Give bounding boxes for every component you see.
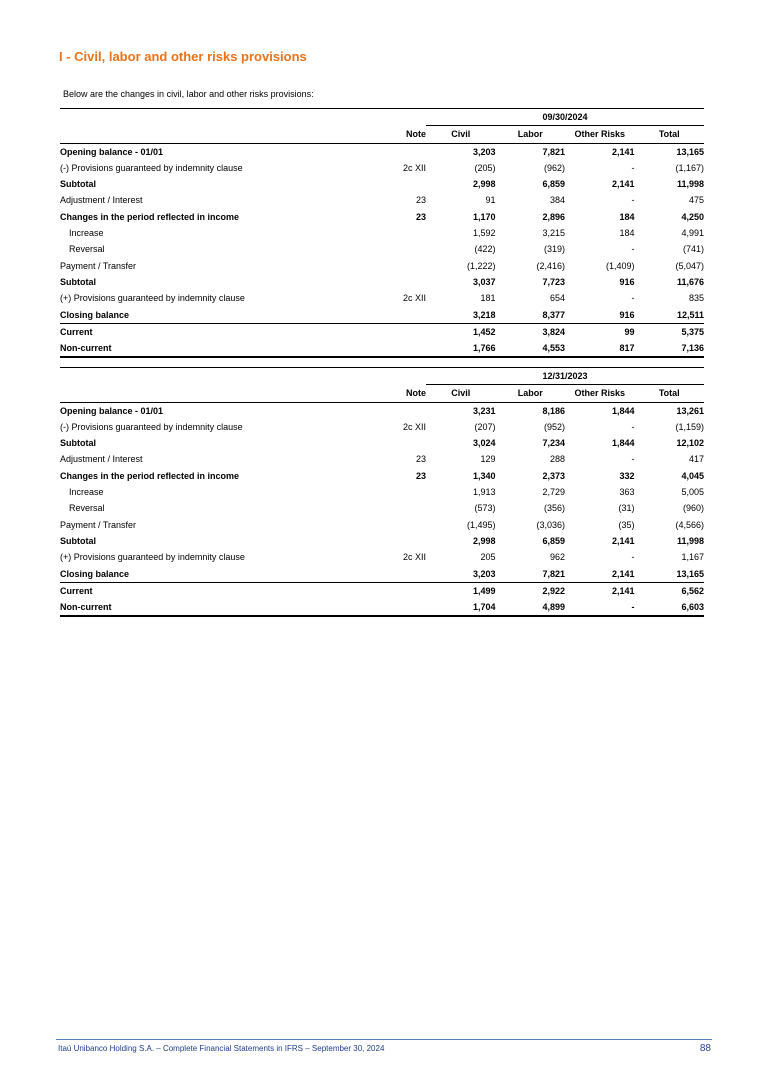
civil-value: (1,495) bbox=[466, 519, 496, 530]
labor-value: (319) bbox=[543, 244, 565, 255]
civil-value: 1,913 bbox=[472, 487, 496, 498]
total-value: 13,165 bbox=[635, 566, 705, 583]
period-row bbox=[60, 368, 704, 385]
note-column-header: Note bbox=[360, 126, 426, 143]
other-risks-value: 916 bbox=[619, 276, 635, 287]
row-note bbox=[360, 435, 426, 451]
row-label: Current bbox=[60, 585, 93, 596]
column-header-row bbox=[60, 385, 704, 402]
table-row bbox=[60, 307, 704, 324]
row-note bbox=[360, 258, 426, 274]
labor-value: 2,729 bbox=[542, 487, 565, 498]
row-note bbox=[360, 274, 426, 290]
total-value: 11,998 bbox=[677, 535, 705, 546]
total-column-header: Total bbox=[635, 385, 705, 402]
labor-value: (962) bbox=[543, 162, 565, 173]
row-note: 23 bbox=[415, 211, 426, 222]
table-row bbox=[60, 323, 704, 340]
civil-value: 2,998 bbox=[472, 535, 496, 546]
other-risks-value: 184 bbox=[619, 228, 635, 239]
total-value: 6,562 bbox=[681, 585, 705, 596]
section-title: I - Civil, labor and other risks provisions bbox=[59, 49, 307, 64]
row-label: Payment / Transfer bbox=[60, 519, 137, 530]
civil-value: (573) bbox=[474, 503, 496, 514]
table-row bbox=[60, 192, 704, 208]
labor-value: 7,234 bbox=[542, 438, 565, 449]
other-risks-value: 2,141 bbox=[611, 585, 635, 596]
total-value: (5,047) bbox=[675, 260, 705, 271]
other-risks-value: 1,844 bbox=[611, 438, 635, 449]
civil-value: 3,024 bbox=[472, 438, 496, 449]
table-row bbox=[60, 566, 704, 583]
provisions-table bbox=[60, 367, 704, 617]
table-row bbox=[60, 549, 704, 565]
civil-value: (1,222) bbox=[466, 260, 496, 271]
total-value: (1,167) bbox=[675, 162, 705, 173]
row-label: Reversal bbox=[69, 503, 105, 514]
total-column-header: Total bbox=[635, 126, 705, 143]
other-risks-value: 916 bbox=[565, 307, 635, 324]
total-value: 11,998 bbox=[677, 179, 705, 190]
table-row bbox=[60, 500, 704, 516]
total-value: 475 bbox=[689, 195, 705, 206]
civil-value: 1,592 bbox=[472, 228, 496, 239]
other-risks-value: - bbox=[631, 244, 635, 255]
total-value: 6,603 bbox=[635, 599, 705, 616]
labor-value: 3,824 bbox=[542, 326, 565, 337]
row-label: Increase bbox=[69, 487, 104, 498]
labor-value: 8,377 bbox=[496, 307, 566, 324]
labor-value: 7,723 bbox=[542, 276, 565, 287]
intro-text: Below are the changes in civil, labor and other risks provisions: bbox=[63, 89, 314, 99]
labor-value: 7,821 bbox=[496, 566, 566, 583]
civil-value: 1,452 bbox=[472, 326, 496, 337]
row-note: 2c XII bbox=[402, 162, 426, 173]
total-value: (1,159) bbox=[675, 421, 705, 432]
provisions-table-2024 bbox=[60, 108, 704, 358]
row-label: Subtotal bbox=[60, 438, 96, 449]
labor-value: 2,373 bbox=[542, 470, 565, 481]
table-row bbox=[60, 533, 704, 549]
table-row bbox=[60, 582, 704, 599]
row-label: Opening balance - 01/01 bbox=[60, 405, 164, 416]
labor-column-header: Labor bbox=[496, 385, 566, 402]
row-label: Adjustment / Interest bbox=[60, 454, 143, 465]
other-risks-value: - bbox=[631, 293, 635, 304]
row-note bbox=[360, 307, 426, 324]
row-label: Non-current bbox=[60, 340, 360, 357]
other-risks-value: - bbox=[565, 599, 635, 616]
other-risks-column-header: Other Risks bbox=[565, 385, 635, 402]
row-note bbox=[360, 143, 426, 160]
other-risks-value: (35) bbox=[618, 519, 635, 530]
row-label: Opening balance - 01/01 bbox=[60, 146, 164, 157]
labor-value: (2,416) bbox=[536, 260, 565, 271]
total-value: 835 bbox=[689, 293, 705, 304]
other-risks-column-header: Other Risks bbox=[565, 126, 635, 143]
civil-value: 1,704 bbox=[426, 599, 496, 616]
civil-value: (422) bbox=[474, 244, 496, 255]
row-note: 23 bbox=[415, 454, 426, 465]
row-label: Adjustment / Interest bbox=[60, 195, 143, 206]
row-note: 2c XII bbox=[402, 421, 426, 432]
row-note bbox=[360, 500, 426, 516]
total-value: 5,005 bbox=[681, 487, 705, 498]
civil-value: 3,203 bbox=[426, 566, 496, 583]
table-row bbox=[60, 517, 704, 533]
table-row bbox=[60, 419, 704, 435]
total-value: 7,136 bbox=[635, 340, 705, 357]
civil-value: 3,231 bbox=[472, 405, 496, 416]
row-label: Closing balance bbox=[60, 566, 360, 583]
row-label: Increase bbox=[69, 228, 104, 239]
row-label: Changes in the period reflected in income bbox=[60, 470, 240, 481]
labor-value: 8,186 bbox=[542, 405, 565, 416]
provisions-table bbox=[60, 108, 704, 358]
labor-value: (3,036) bbox=[536, 519, 565, 530]
table-row bbox=[60, 143, 704, 160]
row-label: (+) Provisions guaranteed by indemnity clause bbox=[60, 552, 245, 563]
civil-column-header: Civil bbox=[426, 385, 496, 402]
table-row bbox=[60, 435, 704, 451]
row-label: Changes in the period reflected in income bbox=[60, 211, 240, 222]
other-risks-value: - bbox=[631, 552, 635, 563]
table-row bbox=[60, 176, 704, 192]
row-label: (-) Provisions guaranteed by indemnity clause bbox=[60, 421, 243, 432]
table-row bbox=[60, 258, 704, 274]
row-note bbox=[360, 517, 426, 533]
other-risks-value: (1,409) bbox=[605, 260, 635, 271]
table-row bbox=[60, 160, 704, 176]
row-note bbox=[360, 599, 426, 616]
other-risks-value: 332 bbox=[619, 470, 635, 481]
row-note: 23 bbox=[415, 470, 426, 481]
table-row bbox=[60, 340, 704, 357]
table-row bbox=[60, 451, 704, 467]
table-row bbox=[60, 274, 704, 290]
row-label: Reversal bbox=[69, 244, 105, 255]
column-header-row bbox=[60, 126, 704, 143]
period-header: 12/31/2023 bbox=[426, 368, 704, 385]
table-row bbox=[60, 290, 704, 306]
labor-value: 4,553 bbox=[496, 340, 566, 357]
civil-value: (207) bbox=[474, 421, 496, 432]
civil-value: 1,340 bbox=[472, 470, 496, 481]
civil-value: 1,499 bbox=[472, 585, 496, 596]
other-risks-value: 184 bbox=[619, 211, 635, 222]
row-note: 23 bbox=[415, 195, 426, 206]
labor-value: 962 bbox=[549, 552, 565, 563]
labor-value: 384 bbox=[549, 195, 565, 206]
labor-value: 6,859 bbox=[542, 179, 565, 190]
total-value: 12,511 bbox=[635, 307, 705, 324]
total-value: 4,045 bbox=[681, 470, 705, 481]
table-row bbox=[60, 468, 704, 484]
page-number: 88 bbox=[699, 1043, 711, 1054]
period-header: 09/30/2024 bbox=[426, 109, 704, 126]
labor-value: 3,215 bbox=[542, 228, 565, 239]
row-note bbox=[360, 566, 426, 583]
total-value: (4,566) bbox=[675, 519, 705, 530]
civil-column-header: Civil bbox=[426, 126, 496, 143]
civil-value: 3,203 bbox=[472, 146, 496, 157]
footer-text: Itaú Unibanco Holding S.A. – Complete Financial Statements in IFRS – September 30, 2024 bbox=[58, 1044, 385, 1053]
provisions-table-2023 bbox=[60, 367, 704, 617]
row-note bbox=[360, 241, 426, 257]
table-row bbox=[60, 599, 704, 616]
labor-column-header: Labor bbox=[496, 126, 566, 143]
civil-value: 1,766 bbox=[426, 340, 496, 357]
other-risks-value: 2,141 bbox=[611, 179, 635, 190]
total-value: 417 bbox=[689, 454, 705, 465]
civil-value: 1,170 bbox=[472, 211, 496, 222]
row-label: Subtotal bbox=[60, 535, 96, 546]
row-label: Subtotal bbox=[60, 179, 96, 190]
other-risks-value: 363 bbox=[619, 487, 635, 498]
row-note: 2c XII bbox=[402, 293, 426, 304]
footer-divider bbox=[56, 1039, 712, 1040]
row-note bbox=[360, 533, 426, 549]
civil-value: 3,037 bbox=[472, 276, 496, 287]
total-value: 11,676 bbox=[677, 276, 705, 287]
total-value: (741) bbox=[683, 244, 705, 255]
total-value: 1,167 bbox=[681, 552, 705, 563]
table-row bbox=[60, 225, 704, 241]
total-value: 13,165 bbox=[676, 146, 705, 157]
total-value: (960) bbox=[683, 503, 705, 514]
note-column-header: Note bbox=[360, 385, 426, 402]
row-note bbox=[360, 484, 426, 500]
other-risks-value: - bbox=[631, 162, 635, 173]
other-risks-value: (31) bbox=[618, 503, 635, 514]
other-risks-value: 2,141 bbox=[611, 146, 635, 157]
labor-value: (356) bbox=[543, 503, 565, 514]
other-risks-value: 2,141 bbox=[611, 535, 635, 546]
table-row bbox=[60, 402, 704, 419]
labor-value: 6,859 bbox=[542, 535, 565, 546]
total-value: 4,991 bbox=[681, 228, 705, 239]
row-label: Subtotal bbox=[60, 276, 96, 287]
row-label: (+) Provisions guaranteed by indemnity clause bbox=[60, 293, 245, 304]
civil-value: 3,218 bbox=[426, 307, 496, 324]
row-note: 2c XII bbox=[402, 552, 426, 563]
civil-value: (205) bbox=[474, 162, 496, 173]
period-row bbox=[60, 109, 704, 126]
civil-value: 129 bbox=[480, 454, 496, 465]
row-label: Closing balance bbox=[60, 307, 360, 324]
labor-value: 654 bbox=[549, 293, 565, 304]
row-note bbox=[360, 323, 426, 340]
labor-value: 2,922 bbox=[542, 585, 565, 596]
row-note bbox=[360, 402, 426, 419]
row-label: (-) Provisions guaranteed by indemnity clause bbox=[60, 162, 243, 173]
total-value: 5,375 bbox=[681, 326, 705, 337]
labor-value: 4,899 bbox=[496, 599, 566, 616]
row-label: Non-current bbox=[60, 599, 360, 616]
other-risks-value: 99 bbox=[624, 326, 635, 337]
labor-value: 288 bbox=[549, 454, 565, 465]
civil-value: 2,998 bbox=[472, 179, 496, 190]
labor-value: 7,821 bbox=[542, 146, 565, 157]
other-risks-value: - bbox=[631, 195, 635, 206]
civil-value: 181 bbox=[480, 293, 496, 304]
row-label: Payment / Transfer bbox=[60, 260, 137, 271]
row-label: Current bbox=[60, 326, 93, 337]
total-value: 12,102 bbox=[676, 438, 705, 449]
other-risks-value: 2,141 bbox=[565, 566, 635, 583]
other-risks-value: 1,844 bbox=[611, 405, 635, 416]
labor-value: (952) bbox=[543, 421, 565, 432]
row-note bbox=[360, 176, 426, 192]
civil-value: 205 bbox=[480, 552, 496, 563]
table-row bbox=[60, 209, 704, 225]
civil-value: 91 bbox=[485, 195, 496, 206]
total-value: 13,261 bbox=[676, 405, 705, 416]
table-row bbox=[60, 484, 704, 500]
labor-value: 2,896 bbox=[542, 211, 565, 222]
table-row bbox=[60, 241, 704, 257]
other-risks-value: 817 bbox=[565, 340, 635, 357]
row-note bbox=[360, 340, 426, 357]
row-note bbox=[360, 225, 426, 241]
total-value: 4,250 bbox=[681, 211, 705, 222]
other-risks-value: - bbox=[631, 454, 635, 465]
row-note bbox=[360, 582, 426, 599]
other-risks-value: - bbox=[631, 421, 635, 432]
